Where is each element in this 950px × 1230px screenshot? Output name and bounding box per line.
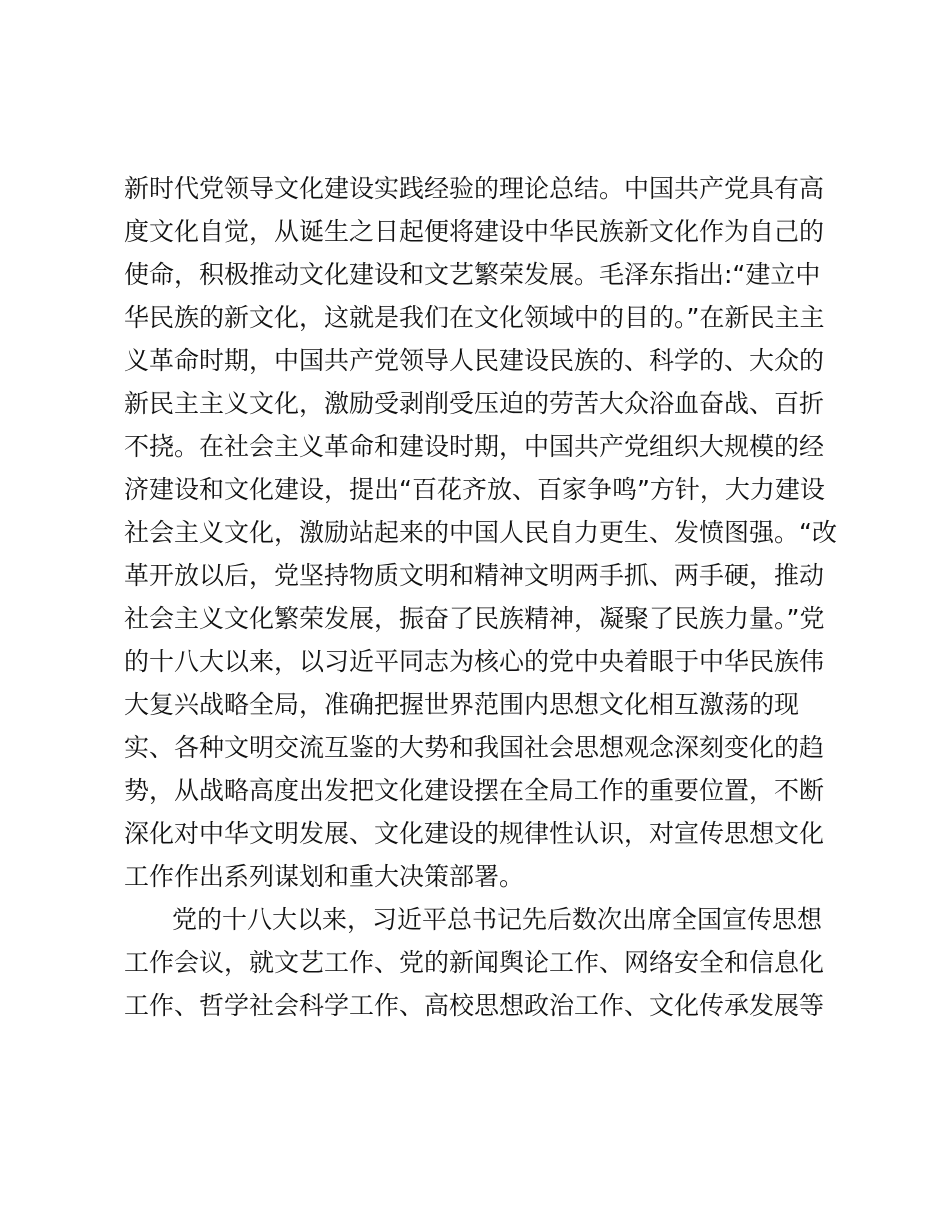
paragraph-1-line: 社会主义文化，激励站起来的中国人民自力更生、发愤图强。“改 [124, 518, 837, 547]
paragraph-1-line: 不挠。在社会主义革命和建设时期，中国共产党组织大规模的经 [124, 432, 825, 461]
paragraph-1-line: 的十八大以来，以习近平同志为核心的党中央着眼于中华民族伟 [124, 647, 825, 676]
paragraph-1-line: 实、各种文明交流互鉴的大势和我国社会思想观念深刻变化的趋 [124, 733, 825, 762]
paragraph-1-line: 义革命时期，中国共产党领导人民建设民族的、科学的、大众的 [124, 346, 825, 375]
paragraph-2-line: 党的十八大以来，习近平总书记先后数次出席全国宣传思想 [172, 905, 823, 934]
paragraph-1-line: 济建设和文化建设，提出“百花齐放、百家争鸣”方针，大力建设 [124, 475, 825, 504]
paragraph-1-line: 度文化自觉，从诞生之日起便将建设中华民族新文化作为自己的 [124, 217, 825, 246]
paragraph-1-line: 大复兴战略全局，准确把握世界范围内思想文化相互激荡的现 [124, 690, 800, 719]
paragraph-1-line: 社会主义文化繁荣发展，振奋了民族精神，凝聚了民族力量。”党 [124, 604, 825, 633]
paragraph-1-line: 新民主主义文化，激励受剥削受压迫的劳苦大众浴血奋战、百折 [124, 389, 825, 418]
paragraph-1-line: 新时代党领导文化建设实践经验的理论总结。中国共产党具有高 [124, 174, 825, 203]
paragraph-1-line: 华民族的新文化，这就是我们在文化领域中的目的。”在新民主主 [124, 303, 825, 332]
document-body [124, 167, 844, 1027]
paragraph-1-line: 工作作出系列谋划和重大决策部署。 [124, 862, 525, 891]
paragraph-1-line: 使命，积极推动文化建设和文艺繁荣发展。毛泽东指出:“建立中 [124, 260, 821, 289]
paragraph-1-line: 革开放以后，党坚持物质文明和精神文明两手抓、两手硬，推动 [124, 561, 825, 590]
paragraph-1-line: 深化对中华文明发展、文化建设的规律性认识，对宣传思想文化 [124, 819, 825, 848]
paragraph-1-line: 势，从战略高度出发把文化建设摆在全局工作的重要位置，不断 [124, 776, 825, 805]
paragraph-2-line: 工作会议，就文艺工作、党的新闻舆论工作、网络安全和信息化 [124, 948, 825, 977]
paragraph-2-line: 工作、哲学社会科学工作、高校思想政治工作、文化传承发展等 [124, 991, 825, 1020]
